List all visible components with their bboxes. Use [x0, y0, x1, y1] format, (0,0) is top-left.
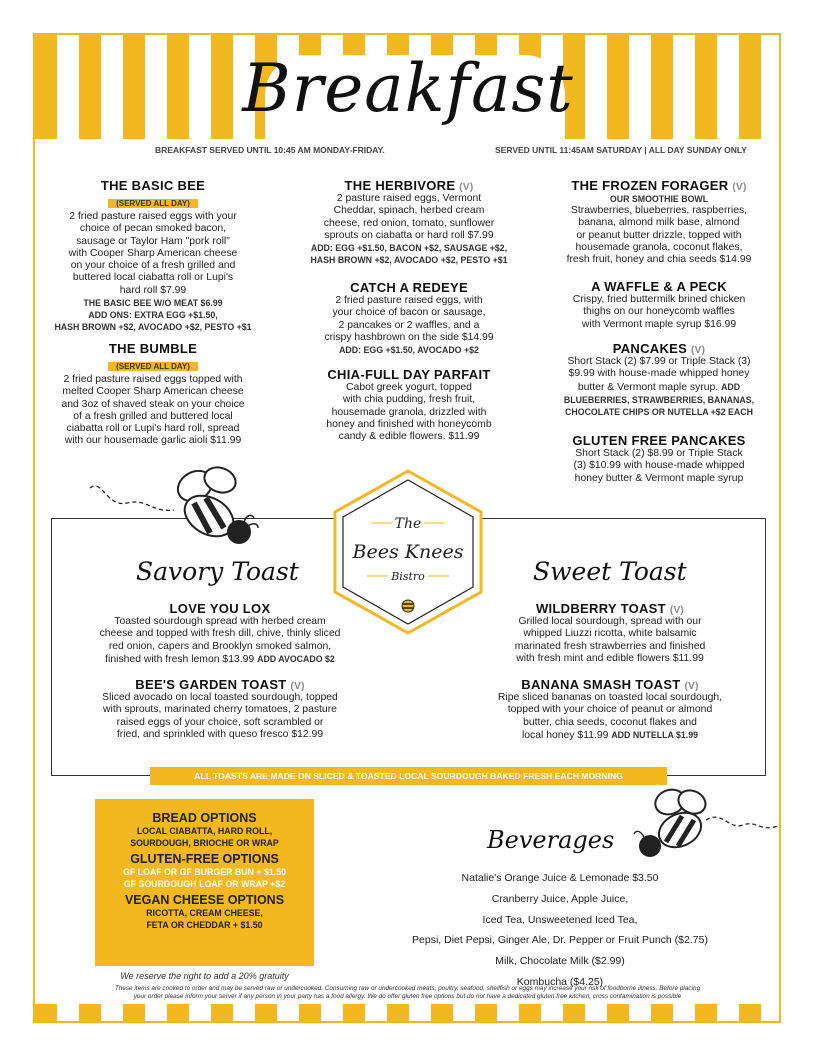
served-all-day-badge: (SERVED ALL DAY): [108, 199, 198, 208]
item-desc: Short Stack (2) $8.99 or Triple Stack (3) $10.99 with house-made whipped honey butter & Vermont maple syrup: [573, 448, 745, 484]
item-gf-pancakes: [540, 433, 778, 485]
item-waffle-peck: [540, 279, 778, 331]
item-name: GLUTEN FREE PANCAKES: [572, 433, 746, 448]
vegetarian-badge: (V): [732, 182, 747, 193]
item-bumble: [38, 341, 268, 448]
item-desc: 2 fried pasture raised eggs with your choice of pecan smoked bacon, sausage or Taylor Ham "pork roll" with Cooper Sharp American cheese on your choice of a fresh grilled and buttered local ciabatta roll or Lupi's hard roll $7.99: [68, 211, 238, 296]
bread-options-line: SOURDOUGH, BRIOCHE OR WRAP: [130, 838, 279, 848]
bee-icon: [628, 780, 788, 870]
vegetarian-badge: (V): [459, 182, 474, 193]
item-name-row: THE HERBIVORE (V): [344, 178, 474, 193]
beverage-item: Pepsi, Diet Pepsi, Ginger Ale, Dr. Pepper or Fruit Punch ($2.75): [412, 934, 708, 947]
beverage-item: Kombucha ($4.25): [516, 975, 604, 988]
page-title: Breakfast: [242, 50, 574, 127]
item-name-row: THE FROZEN FORAGER (V): [571, 178, 747, 193]
item-basic-bee: [38, 178, 268, 333]
savory-heading: Savory Toast: [136, 557, 299, 586]
item-desc: Cabot greek yogurt, topped with chia pudding, fresh fruit, housemade granola, drizzled with honey and finished with honeycomb candy & edible flowers. $11.99: [326, 382, 492, 443]
item-love-you-lox: [60, 601, 380, 666]
gf-options-line: GF SOURDOUGH LOAF OR WRAP +$2: [123, 879, 286, 889]
item-extra: BLUEBERRIES, STRAWBERRIES, BANANAS, CHOCOLATE CHIPS OR NUTELLA +$2 EACH: [563, 394, 755, 417]
item-extra: ADD: EGG +$1.50, AVOCADO +$2: [339, 345, 479, 356]
item-pancakes: [540, 341, 778, 418]
vegan-options-line: FETA OR CHEDDAR + $1.50: [146, 920, 263, 930]
item-subtitle: OUR SMOOTHIE BOWL: [609, 194, 709, 204]
item-garden-toast: [60, 677, 380, 741]
item-name: CHIA-FULL DAY PARFAIT: [327, 367, 491, 382]
item-extra: ADD: EGG +$1.50, BACON +$2, SAUSAGE +$2, HASH BROWN +$2, AVOCADO +$2, PESTO +$1: [310, 243, 508, 266]
item-name: LOVE YOU LOX: [169, 601, 271, 616]
item-redeye: [290, 280, 528, 356]
beverage-item: Iced Tea, Unsweetened Iced Tea,: [482, 913, 638, 926]
fine-print: These items are cooked to order and may be served raw or undercooked. Consuming raw or undercooked meats, poultry, seafood, shellfish or eggs may increase your risk of foodborne illness. Before placing your order please inform your server if any person in your party has a food allergy. We do offer gluten free options but do not have a dedicated gluten free kitchen, cross contamination is possible: [114, 985, 701, 1000]
served-all-day-badge: (SERVED ALL DAY): [108, 362, 198, 371]
item-desc: Toasted sourdough spread with herbed cream cheese and topped with fresh dill, chive, thinly sliced red onion, capers and Brooklyn smoked salmon, finished with fresh lemon $13.99 ADD AVOCADO $2: [99, 616, 341, 665]
item-name-row: WILDBERRY TOAST (V): [535, 601, 685, 616]
item-extra: THE BASIC BEE W/O MEAT $6.99 ADD ONS: EXTRA EGG +$1.50, HASH BROWN +$2, AVOCADO +$2, PESTO +$1: [54, 298, 252, 333]
gf-options-heading: GLUTEN-FREE OPTIONS: [130, 852, 279, 866]
logo-line-1: The: [394, 516, 422, 532]
gratuity-note: We reserve the right to add a 20% gratuity: [120, 971, 289, 981]
item-herbivore: [290, 178, 528, 266]
hours-weekend: SERVED UNTIL 11:45AM SATURDAY | ALL DAY SUNDAY ONLY: [495, 145, 747, 155]
hours-weekday: BREAKFAST SERVED UNTIL 10:45 AM MONDAY-FRIDAY.: [155, 145, 385, 155]
item-name: CATCH A REDEYE: [350, 280, 468, 295]
bee-icon: [82, 458, 272, 554]
beverages-heading: Beverages: [487, 826, 615, 854]
beverage-item: Natalie's Orange Juice & Lemonade $3.50: [461, 872, 659, 884]
bread-options-line: LOCAL CIABATTA, HARD ROLL,: [136, 826, 273, 836]
gf-options-line: GF LOAF OR GF BURGER BUN + $1.50: [122, 867, 286, 877]
vegetarian-badge: (V): [684, 681, 699, 692]
item-banana-toast: [455, 677, 765, 742]
item-name: A WAFFLE & A PECK: [591, 279, 727, 294]
beverage-item: Cranberry Juice, Apple Juice,: [491, 892, 629, 905]
hours-bar: [35, 142, 779, 164]
vegetarian-badge: (V): [290, 681, 305, 692]
vegan-options-line: RICOTTA, CREAM CHEESE,: [146, 908, 263, 918]
footer-stripes: [35, 1004, 779, 1021]
item-frozen-forager: [540, 178, 778, 266]
vegetarian-badge: (V): [691, 345, 706, 356]
options-box: [95, 799, 314, 966]
vegetarian-badge: (V): [669, 605, 685, 616]
item-desc: 2 pasture raised eggs, Vermont Cheddar, spinach, herbed cream cheese, red onion, tomato, sunflower sprouts on ciabatta or hard roll $7.99: [323, 193, 495, 241]
item-name-row: BEE'S GARDEN TOAST (V): [135, 677, 305, 692]
item-wildberry-toast: [460, 601, 760, 665]
bread-options-heading: BREAD OPTIONS: [152, 811, 257, 825]
logo-line-2: Bees Knees: [352, 541, 464, 563]
item-desc: 2 fried pasture raised eggs topped with melted Cooper Sharp American cheese and 3oz of shaved steak on your choice of a fresh grilled and buttered local ciabatta roll or Lupi's hard roll, spread with our housemade garlic aioli $11.99: [61, 374, 245, 447]
item-name: THE BASIC BEE: [100, 178, 206, 193]
item-desc: Ripe sliced bananas on toasted local sourdough, topped with your choice of peanut or almond butter, chia seeds, coconut flakes and local honey $11.99 ADD NUTELLA $1.99: [497, 692, 723, 741]
item-desc: Grilled local sourdough, spread with our whipped Liuzzi ricotta, white balsamic marinated fresh strawberries and finished with fresh mint and edible flowers $11.99: [514, 616, 706, 664]
item-desc: Short Stack (2) $7.99 or Triple Stack (3) $9.99 with house-made whipped honey butter & Vermont maple syrup. ADD: [567, 356, 751, 393]
item-name: THE BUMBLE: [108, 341, 198, 356]
item-desc: Strawberries, blueberries, raspberries, banana, almond milk base, almond or peanut butter drizzle, topped with housemade granola, coconut flakes, fresh fruit, honey and chia seeds $14.99: [566, 205, 752, 266]
item-desc: Sliced avocado on local toasted sourdough, topped with sprouts, marinated cherry tomatoes, 2 pasture raised eggs of your choice, soft scrambled or fried, and sprinkled with queso fresco $12.99: [102, 692, 338, 740]
item-parfait: [290, 367, 528, 443]
logo-line-3: Bistro: [391, 570, 425, 583]
vegan-options-heading: VEGAN CHEESE OPTIONS: [124, 893, 285, 907]
beverages-list: [370, 868, 750, 993]
sweet-heading: Sweet Toast: [533, 557, 687, 586]
item-name-row: BANANA SMASH TOAST (V): [521, 677, 699, 692]
toast-note-banner: ALL TOASTS ARE MADE ON SLICED & TOASTED LOCAL SOURDOUGH BAKED FRESH EACH MORNING: [150, 767, 667, 785]
item-name-row: PANCAKES (V): [612, 341, 706, 356]
beverage-item: Milk, Chocolate Milk ($2.99): [495, 955, 625, 968]
item-desc: Crispy, fried buttermilk brined chicken thighs on our honeycomb waffles with Vermont maple syrup $16.99: [572, 294, 746, 330]
item-desc: 2 fried pasture raised eggs, with your choice of bacon or sausage, 2 pancakes or 2 waffles, and a crispy hashbrown on the side $14.99: [324, 295, 494, 343]
